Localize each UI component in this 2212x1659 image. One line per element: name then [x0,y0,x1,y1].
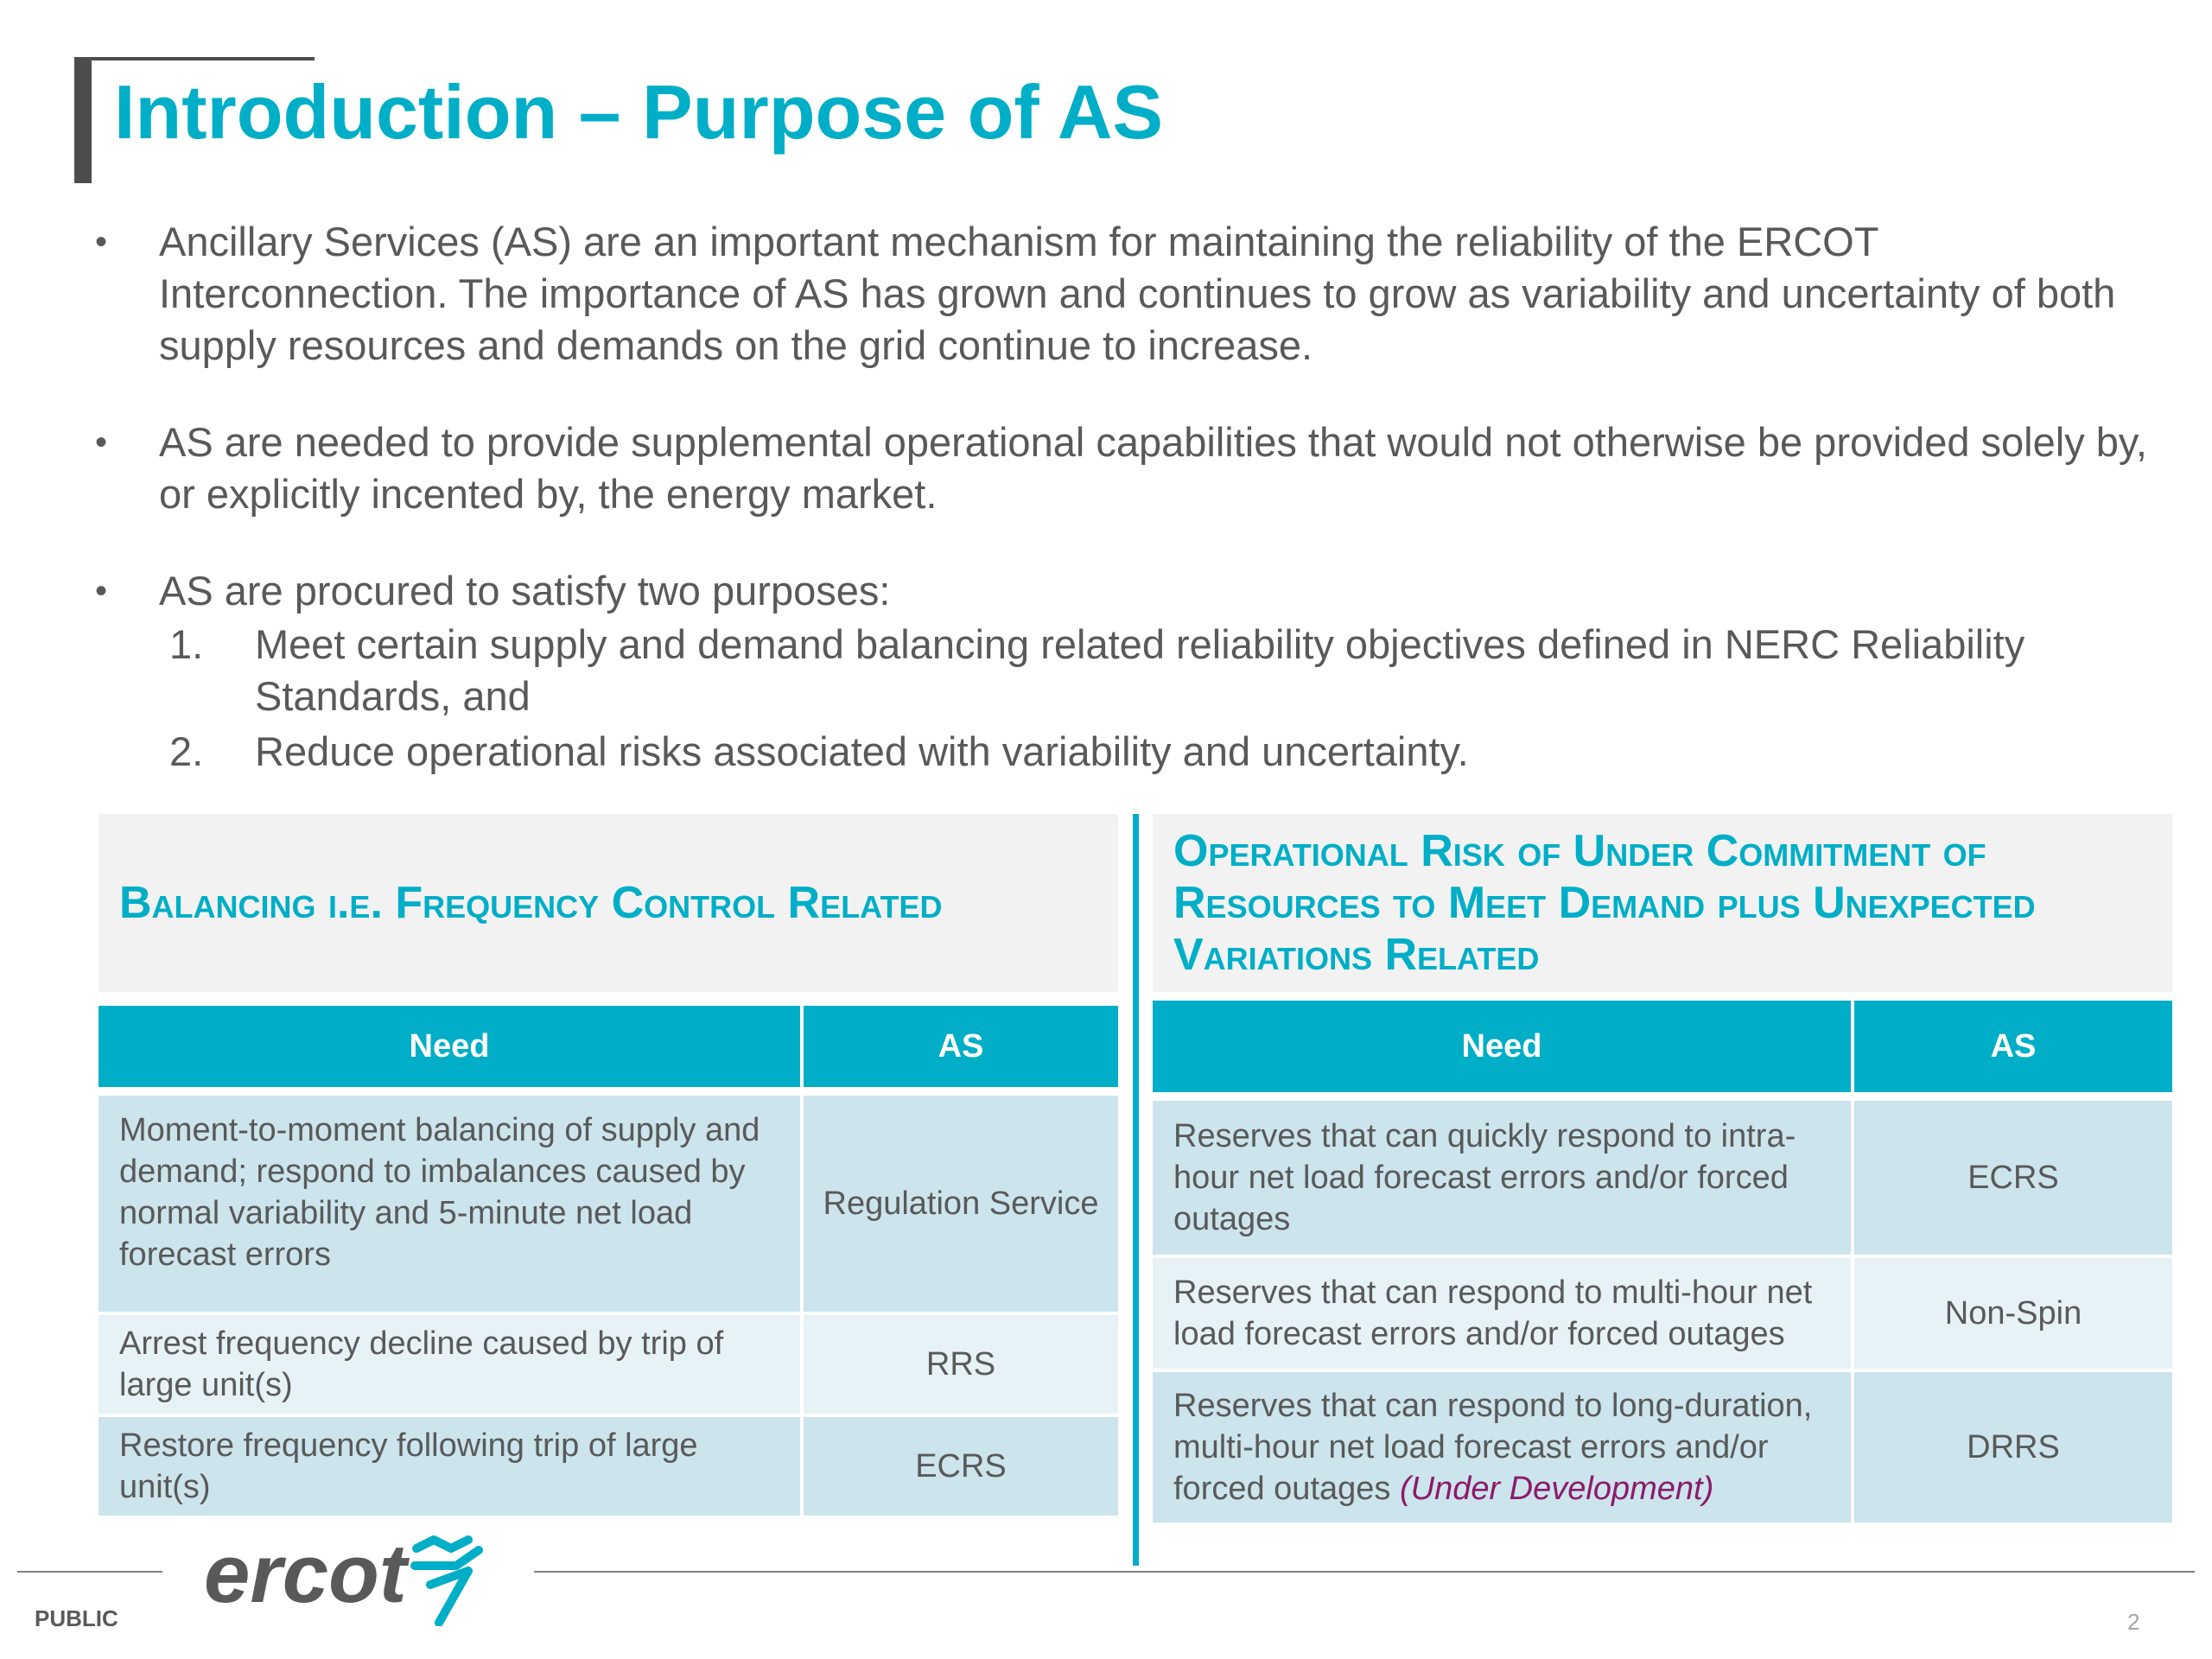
need-cell: Reserves that can respond to multi-hour net load forecast errors and/or forced outages [1153,1258,1854,1372]
numbered-item [95,619,2152,722]
bullet-item [95,216,2152,372]
bullet-item [95,416,2152,520]
left-panel-heading-text: Balancing i.e. Frequency Control Related [119,878,943,928]
table-row [1153,1101,2172,1258]
ercot-logo [204,1522,498,1626]
as-cell: ECRS [1854,1101,2172,1258]
page-title: Introduction – Purpose of AS [114,69,1164,155]
item-text: Meet certain supply and demand balancing related reliability objectives defined in NERC Reliability Standards, and [255,621,2025,719]
bullet-list [95,216,2152,778]
table-row [99,1417,1118,1519]
as-cell: DRRS [1854,1372,2172,1526]
column-header-as: AS [804,1006,1118,1096]
column-header-need: Need [99,1006,804,1096]
title-accent-horizontal [74,57,315,60]
footer-rule-right [534,1571,2195,1573]
item-text: Reduce operational risks associated with variability and uncertainty. [255,728,1469,774]
table-row [1153,1372,2172,1526]
table-row [99,1096,1118,1315]
table-row [99,1315,1118,1417]
page-number: 2 [2127,1609,2140,1635]
table-row [1153,1258,2172,1372]
as-cell: Regulation Service [804,1096,1118,1315]
bullet-text: Ancillary Services (AS) are an important mechanism for maintaining the reliability of the ERCOT Interconnection. The importance of AS has grown and continues to grow as variability and uncertainty of both supply resources and demands on the grid continue to increase. [159,219,2116,368]
right-panel-heading-text: Operational Risk of Under Commitment of Resources to Meet Demand plus Unexpected Variations Related [1173,826,2036,980]
left-panel-heading [99,814,1118,992]
item-number: 2. [169,728,204,774]
bullet-item [95,565,2152,617]
as-cell: Non-Spin [1854,1258,2172,1372]
need-cell: Arrest frequency decline caused by trip of large unit(s) [99,1315,804,1417]
development-note: (Under Development) [1399,1471,1714,1507]
footer-rule-left [17,1571,162,1573]
as-cell: RRS [804,1315,1118,1417]
need-cell: Restore frequency following trip of large unit(s) [99,1417,804,1519]
right-panel-heading [1153,814,2172,992]
need-cell: Reserves that can quickly respond to intra-hour net load forecast errors and/or forced outages [1153,1101,1854,1258]
column-header-as: AS [1854,1001,2172,1101]
as-cell: ECRS [804,1417,1118,1519]
panel-divider [1133,814,1139,1566]
need-cell [1153,1372,1854,1526]
bullet-marker: • [95,223,108,261]
classification-label: PUBLIC [35,1605,118,1631]
numbered-item [95,726,2152,778]
need-cell: Moment-to-moment balancing of supply and demand; respond to imbalances caused by normal variability and 5-minute net load forecast errors [99,1096,804,1315]
bullet-text: AS are needed to provide supplemental operational capabilities that would not otherwise be provided solely by, or explicitly incented by, the energy market. [159,419,2147,517]
item-number: 1. [169,621,204,667]
logo-wordmark: ercot [204,1528,407,1620]
bullet-text: AS are procured to satisfy two purposes: [159,568,891,613]
column-header-need: Need [1153,1001,1854,1101]
title-accent-vertical [74,57,92,183]
need-text: Reserves that can respond to long-duration, multi-hour net load forecast errors and/or forced outages [1173,1388,1813,1507]
bullet-marker: • [95,572,108,610]
left-table [99,1006,1118,1519]
right-table [1153,1001,2172,1526]
bullet-marker: • [95,423,108,461]
bolt-icon [415,1540,479,1623]
